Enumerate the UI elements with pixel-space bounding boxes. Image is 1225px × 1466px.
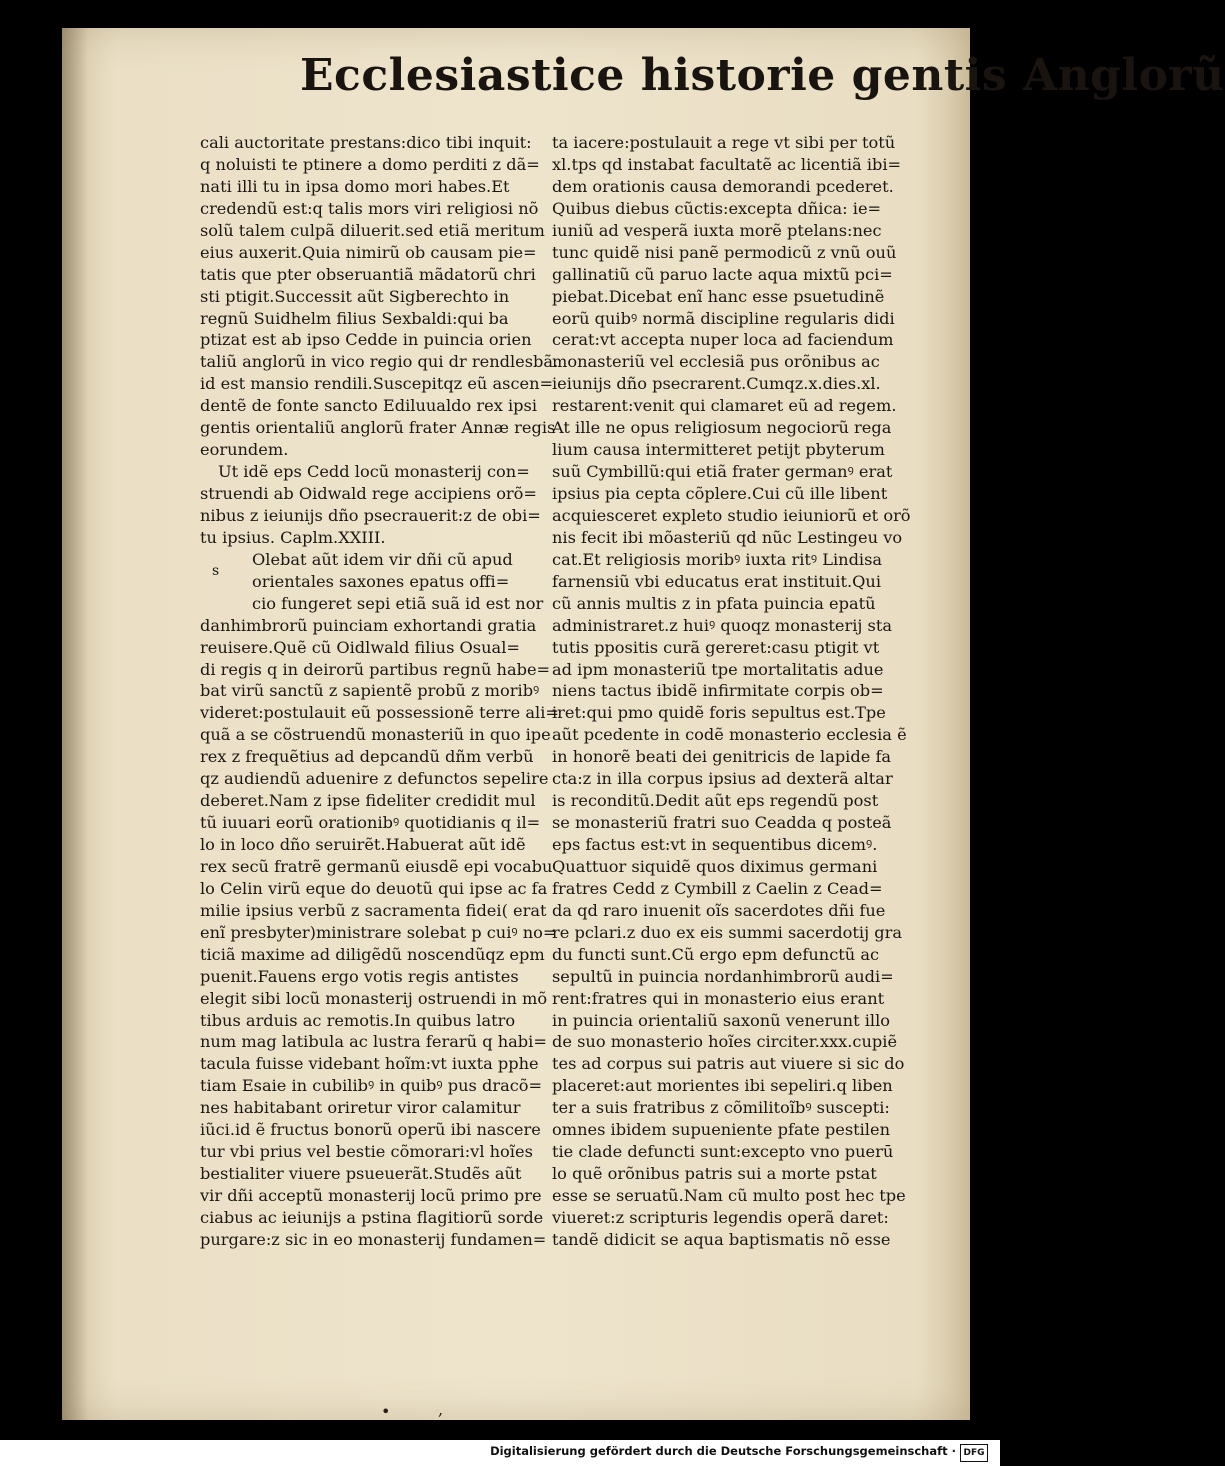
spine-shadow <box>62 28 88 1420</box>
right-text-column <box>552 132 911 1251</box>
text-line: cali auctoritate prestans:dico tibi inquit: <box>200 133 532 152</box>
text-line: gentis orientaliũ anglorũ frater Annæ regis <box>200 418 556 438</box>
text-line: suũ Cymbillũ:qui etiã frater germanꝰ erat <box>552 462 893 482</box>
stain-mark: • <box>381 1402 391 1421</box>
text-line: cio fungeret sepi etiã suã id est nor <box>252 593 544 613</box>
text-line: struendi ab Oidwald rege accipiens orõ= <box>200 484 537 503</box>
text-line: lo quẽ orõnibus patris sui a morte pstat <box>552 1164 877 1184</box>
guide-letter: s <box>212 563 220 579</box>
text-line: tatis que pter obseruantiã mãdatorũ chri <box>200 264 536 284</box>
text-line: omnes ibidem supueniente pfate pestilen <box>552 1120 890 1140</box>
text-line: At ille ne opus religiosum negociorũ rega <box>552 418 892 438</box>
text-line: nis fecit ibi mõasteriũ qd nũc Lestingeu vo <box>552 527 903 547</box>
text-line: ticiã maxime ad diligẽdũ noscendũqz epm <box>200 944 545 964</box>
text-line: id est mansio rendili.Suscepitqz eũ ascen= <box>200 374 554 394</box>
text-line: is reconditũ.Dedit aũt eps regendũ post <box>552 791 879 811</box>
text-line: tacula fuisse videbant hoĩm:vt iuxta pphe <box>200 1054 539 1074</box>
text-line: rex secũ fratrẽ germanũ eiusdẽ epi vocabu <box>200 856 553 876</box>
text-line: taliũ anglorũ in vico regio qui dr rendlesbã. <box>200 352 559 372</box>
text-line: dem orationis causa demorandi pcederet. <box>552 176 894 196</box>
text-line: administraret.z huiꝰ quoqz monasterij sta <box>552 615 893 635</box>
text-line: elegit sibi locũ monasterij ostruendi in mõ <box>200 988 548 1008</box>
text-line: ad ipm monasteriũ tpe mortalitatis adue <box>552 659 884 679</box>
text-line: ieiunijs dño psecrarent.Cumqz.x.dies.xl. <box>552 374 881 394</box>
text-line: bestialiter viuere psueuerãt.Studẽs aũt <box>200 1164 522 1184</box>
footer-bar <box>0 1440 1000 1466</box>
text-line: ptizat est ab ipso Cedde in puincia orien <box>200 330 532 350</box>
text-line: tandẽ didicit se aqua baptismatis nõ esse <box>552 1229 891 1249</box>
text-line: Quibus diebus cũctis:excepta dñica: ie= <box>552 198 882 218</box>
text-line: orientales saxones epatus offi= <box>252 571 510 591</box>
text-line: cerat:vt accepta nuper loca ad faciendum <box>552 330 894 350</box>
text-line: num mag latibula ac lustra ferarũ q habi= <box>200 1032 547 1052</box>
text-line: rent:fratres qui in monasterio eius erant <box>552 988 885 1008</box>
text-line: in puincia orientaliũ saxonũ venerunt illo <box>552 1010 891 1030</box>
text-line: nibus z ieiunijs dño psecrauerit:z de obi= <box>200 505 541 525</box>
running-head: Ecclesiastice historie gentis Anglorũ <box>300 50 1225 101</box>
text-line: in honorẽ beati dei genitricis de lapide fa <box>552 747 892 767</box>
text-line: tũ iuuari eorũ orationibꝰ quotidianis q il= <box>200 813 541 833</box>
text-line: sepultũ in puincia nordanhimbrorũ audi= <box>552 966 894 986</box>
text-line: ter a suis fratribus z cõmilitoĩbꝰ suscepti: <box>552 1098 890 1118</box>
text-line: di regis q in deirorũ partibus regnũ habe= <box>200 659 551 679</box>
stain-mark: , <box>438 1400 444 1419</box>
text-line: monasteriũ vel ecclesiã pus orõnibus ac <box>552 352 880 372</box>
text-line: du functi sunt.Cũ ergo epm defunctũ ac <box>552 944 880 964</box>
text-line: placeret:aut morientes ibi sepeliri.q liben <box>552 1076 893 1096</box>
text-line: purgare:z sic in eo monasterij fundamen= <box>200 1229 547 1249</box>
text-line: tunc quidẽ nisi panẽ permodicũ z vnũ ouũ <box>552 242 897 262</box>
text-line: esse se seruatũ.Nam cũ multo post hec tpe <box>552 1186 906 1205</box>
text-line: milie ipsius verbũ z sacramenta fidei( erat <box>200 900 547 920</box>
text-line: ta iacere:postulauit a rege vt sibi per totũ <box>552 133 896 152</box>
text-line: eorũ quibꝰ normã discipline regularis didi <box>552 308 895 328</box>
text-line: iũci.id ẽ fructus bonorũ operũ ibi nascere <box>200 1120 541 1140</box>
text-line: rex z frequẽtius ad depcandũ dñm verbũ <box>200 747 534 767</box>
text-line: cta:z in illa corpus ipsius ad dexterã altar <box>552 769 893 789</box>
text-line: xl.tps qd instabat facultatẽ ac licentiã ibi= <box>552 154 902 174</box>
text-line: piebat.Dicebat enĩ hanc esse psuetudinẽ <box>552 286 885 306</box>
text-line: q noluisti te ptinere a domo perditi z dã= <box>200 154 540 174</box>
text-line: reuisere.Quẽ cũ Oidlwald filius Osual= <box>200 637 520 657</box>
text-line: deberet.Nam z ipse fideliter credidit mul <box>200 791 536 811</box>
text-line: iret:qui pmo quidẽ foris sepultus est.Tpe <box>552 703 886 723</box>
text-line: regnũ Suidhelm filius Sexbaldi:qui ba <box>200 308 509 328</box>
dfg-logo: DFG <box>960 1444 988 1462</box>
text-line: se monasteriũ fratri suo Ceadda q posteã <box>552 813 892 833</box>
text-line: acquiesceret expleto studio ieiuniorũ et orõ <box>552 505 911 525</box>
text-line: restarent:venit qui clamaret eũ ad regem. <box>552 396 897 416</box>
text-line: danhimbrorũ puinciam exhortandi gratia <box>200 615 537 635</box>
text-line: solũ talem culpã diluerit.sed etiã meritum <box>200 220 545 240</box>
text-line: tiam Esaie in cubilibꝰ in quibꝰ pus dracõ= <box>200 1076 543 1096</box>
text-line: Ut idẽ eps Cedd locũ monasterij con= <box>218 462 530 482</box>
text-line: da qd raro inuenit oĩs sacerdotes dñi fue <box>552 900 886 920</box>
text-line: ipsius pia cepta cõplere.Cui cũ ille libent <box>552 484 888 503</box>
text-line: tibus arduis ac remotis.In quibus latro <box>200 1010 516 1030</box>
text-line: eps factus est:vt in sequentibus dicemꝰ. <box>552 835 878 854</box>
text-line: viueret:z scripturis legendis operã daret: <box>552 1207 889 1227</box>
text-line: credendũ est:q talis mors viri religiosi nõ <box>200 198 539 218</box>
text-line: tu ipsius. Caplm.XXIII. <box>200 527 386 547</box>
text-line: qz audiendũ aduenire z defunctos sepelire <box>200 769 549 789</box>
text-line: gallinatiũ cũ paruo lacte aqua mixtũ pci= <box>552 264 893 284</box>
text-line: lo Celin virũ eque do deuotũ qui ipse ac fa <box>200 878 548 898</box>
text-line: quã a se cõstruendũ monasteriũ in quo ipe <box>200 725 551 745</box>
text-line: farnensiũ vbi educatus erat instituit.Qui <box>552 571 882 591</box>
text-line: tie clade defuncti sunt:excepto vno puerū <box>552 1142 894 1162</box>
text-line: iuniũ ad vesperã iuxta morẽ ptelans:nec <box>552 220 882 240</box>
text-line: cat.Et religiosis moribꝰ iuxta ritꝰ Lindisa <box>552 549 883 569</box>
text-line: eius auxerit.Quia nimirũ ob causam pie= <box>200 242 537 262</box>
text-line: sti ptigit.Successit aũt Sigberechto in <box>200 286 510 306</box>
text-line: Quattuor siquidẽ quos diximus germani <box>552 856 878 876</box>
text-line: lium causa intermitteret petijt pbyterum <box>552 440 885 460</box>
text-line: tur vbi prius vel bestie cõmorari:vl hoĩes <box>200 1142 533 1162</box>
text-line: enĩ presbyter)ministrare solebat p cuiꝰ no= <box>200 922 557 942</box>
text-line: de suo monasterio hoĩes circiter.xxx.cupiẽ <box>552 1032 898 1052</box>
text-line: nati illi tu in ipsa domo mori habes.Et <box>200 176 510 196</box>
text-line: cũ annis multis z in pfata puincia epatũ <box>552 593 876 613</box>
text-line: aũt pcedente in codẽ monasterio ecclesia ẽ <box>552 725 907 745</box>
text-line: tutis ppositis curã gereret:casu ptigit vt <box>552 637 880 657</box>
left-text-column <box>200 132 559 1251</box>
footer-credit: Digitalisierung gefördert durch die Deutsche Forschungsgemeinschaft · <box>490 1444 956 1458</box>
text-line: bat virũ sanctũ z sapientẽ probũ z moribꝰ <box>200 681 540 701</box>
text-line: puenit.Fauens ergo votis regis antistes <box>200 966 519 986</box>
text-line: videret:postulauit eũ possessionẽ terre ali= <box>200 703 559 723</box>
text-line: niens tactus ibidẽ infirmitate corpis ob= <box>552 681 884 701</box>
text-line: dentẽ de fonte sancto Ediluualdo rex ipsi <box>200 396 538 416</box>
text-line: eorundem. <box>200 440 289 460</box>
text-line: nes habitabant oriretur viror calamitur <box>200 1098 521 1118</box>
text-line: Olebat aũt idem vir dñi cũ apud <box>252 549 513 569</box>
text-line: fratres Cedd z Cymbill z Caelin z Cead= <box>552 878 883 898</box>
text-line: lo in loco dño seruirẽt.Habuerat aũt idẽ <box>200 835 526 854</box>
text-line: re pclari.z duo ex eis summi sacerdotij gra <box>552 922 902 942</box>
text-line: vir dñi acceptũ monasterij locũ primo pre <box>200 1186 542 1205</box>
text-line: ciabus ac ieiunijs a pstina flagitiorũ sorde <box>200 1207 544 1227</box>
text-line: tes ad corpus sui patris aut viuere si sic do <box>552 1054 905 1074</box>
